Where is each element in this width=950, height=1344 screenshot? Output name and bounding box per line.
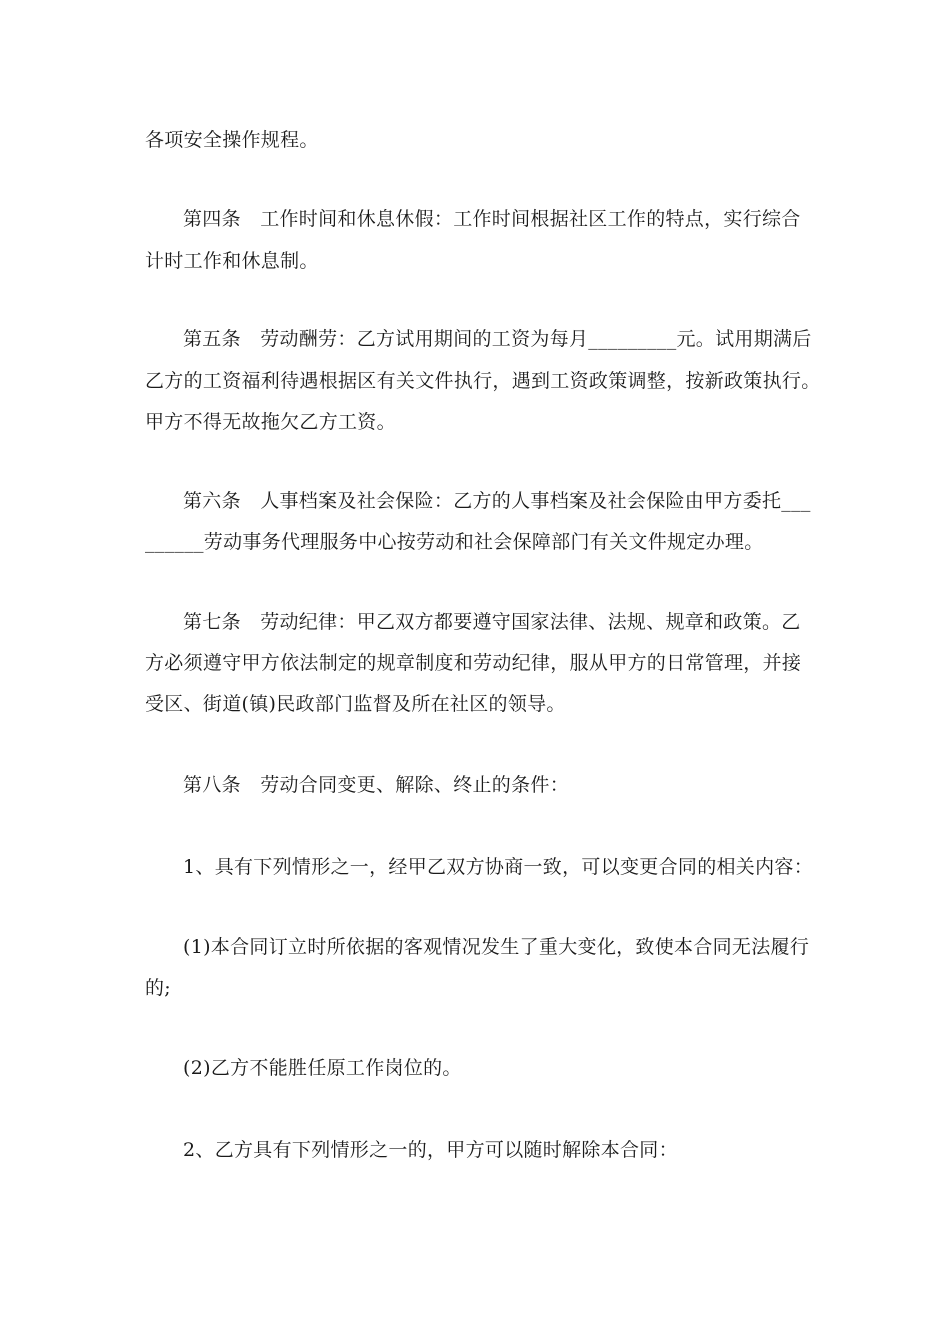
text-line: 甲方不得无故拖欠乙方工资。 [145, 411, 396, 433]
article-8-heading-line: 第八条 劳动合同变更、解除、终止的条件： [183, 774, 570, 796]
text-line: 各项安全操作规程。 [145, 129, 319, 151]
article-6-heading-line: 第六条 人事档案及社会保险：乙方的人事档案及社会保险由甲方委托___ [183, 490, 811, 512]
clause-1-line: 1、具有下列情形之一，经甲乙双方协商一致，可以变更合同的相关内容： [183, 856, 813, 878]
article-5-heading-line: 第五条 劳动酬劳：乙方试用期间的工资为每月_________元。试用期满后 [183, 328, 812, 350]
clause-2-line: 2、乙方具有下列情形之一的，甲方可以随时解除本合同： [183, 1139, 678, 1161]
text-line: 方必须遵守甲方依法制定的规章制度和劳动纪律，服从甲方的日常管理，并接 [145, 652, 802, 674]
article-4-heading-line: 第四条 工作时间和休息休假：工作时间根据社区工作的特点，实行综合 [183, 208, 801, 230]
text-line: 的; [145, 977, 172, 999]
item-1-line: (1)本合同订立时所依据的客观情况发生了重大变化，致使本合同无法履行 [183, 936, 810, 958]
item-2-line: (2)乙方不能胜任原工作岗位的。 [183, 1057, 462, 1079]
text-line: 乙方的工资福利待遇根据区有关文件执行，遇到工资政策调整，按新政策执行。 [145, 370, 821, 392]
article-7-heading-line: 第七条 劳动纪律：甲乙双方都要遵守国家法律、法规、规章和政策。乙 [183, 611, 801, 633]
text-line: 计时工作和休息制。 [145, 250, 319, 272]
text-line: ______劳动事务代理服务中心按劳动和社会保障部门有关文件规定办理。 [145, 531, 764, 553]
text-line: 受区、街道(镇)民政部门监督及所在社区的领导。 [145, 693, 566, 715]
